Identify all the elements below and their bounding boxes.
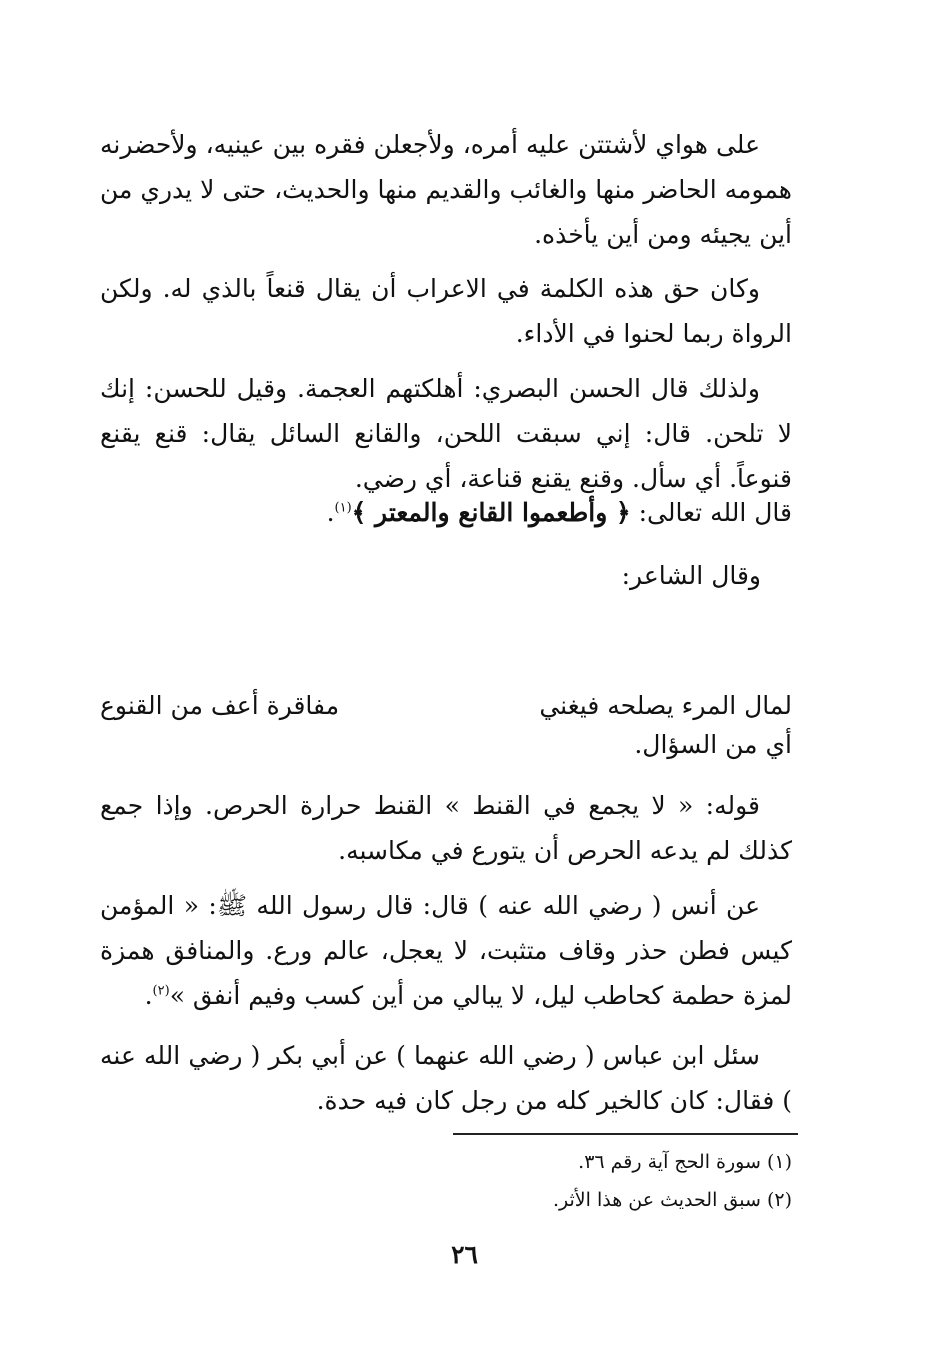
footnote-separator (453, 1133, 798, 1135)
poet-intro: وقال الشاعر: (621, 561, 761, 590)
verse-second-hemistich: مفاقرة أعف من القنوع (100, 691, 340, 720)
footnote-ref-2: (٢) (152, 983, 170, 999)
paragraph-ibn-abbas (100, 1033, 792, 1123)
quran-quote-line (327, 490, 792, 535)
footnote-ref-1: (١) (334, 500, 352, 516)
paragraph-text: عن أنس ( رضي الله عنه ) قال: قال رسول الله ﷺ: « المؤمن كيس فطن حذر وقاف متثبت، لا يعجل، عالم ورع. والمنافق همزة لمزة حطمة كحاطب ليل، لا يبالي من أين كسب وفيم أنفق » (100, 891, 792, 1010)
footnote-1: (١) سورة الحج آية رقم ٣٦. (578, 1151, 792, 1173)
paragraph-text: سئل ابن عباس ( رضي الله عنهما ) عن أبي بكر ( رضي الله عنه ) فقال: كان كالخير كله من رجل كان فيه حدة. (100, 1041, 792, 1115)
paragraph-text: ولذلك قال الحسن البصري: أهلكتهم العجمة. وقيل للحسن: إنك لا تلحن. قال: إني سبقت اللحن، والقانع السائل يقال: قنع يقنع قنوعاً. أي سأل. وقنع يقنع قناعة، أي رضي. (100, 374, 792, 493)
verse-first-hemistich: لمال المرء يصلحه فيغني (539, 691, 792, 720)
paragraph-end-punct: . (144, 981, 153, 1010)
paragraph-text: وكان حق هذه الكلمة في الاعراب أن يقال قنعاً بالذي له. ولكن الرواة ربما لحنوا في الأداء. (100, 274, 792, 348)
paragraph-curse (100, 122, 792, 257)
quran-intro: قال الله تعالى: (638, 498, 792, 527)
quran-end-punct: . (326, 498, 335, 527)
paragraph-text: قوله: « لا يجمع في القنط » القنط حرارة الحرص. وإذا جمع كذلك لم يدعه الحرص أن يتورع في مكاسبه. (100, 791, 792, 865)
paragraph-hasan-basri (100, 366, 792, 501)
footnote-2: (٢) سبق الحديث عن هذا الأثر. (553, 1189, 792, 1211)
paragraph-text: على هواي لأشتتن عليه أمره، ولأجعلن فقره بين عينيه، ولأحضرنه همومه الحاضر منها والغائب والقديم منها والحديث، حتى لا يدري من أين يجيئه ومن أين يأخذه. (100, 130, 792, 249)
quran-verse: ﴿ وأطعموا القانع والمعتر ﴾ (351, 498, 631, 527)
paragraph-grammar-note (100, 266, 792, 356)
page-number: ٢٦ (451, 1240, 478, 1269)
paragraph-qawluhu (100, 783, 792, 873)
verse-gloss: أي من السؤال. (634, 730, 792, 759)
paragraph-hadith-anas (100, 883, 792, 1018)
